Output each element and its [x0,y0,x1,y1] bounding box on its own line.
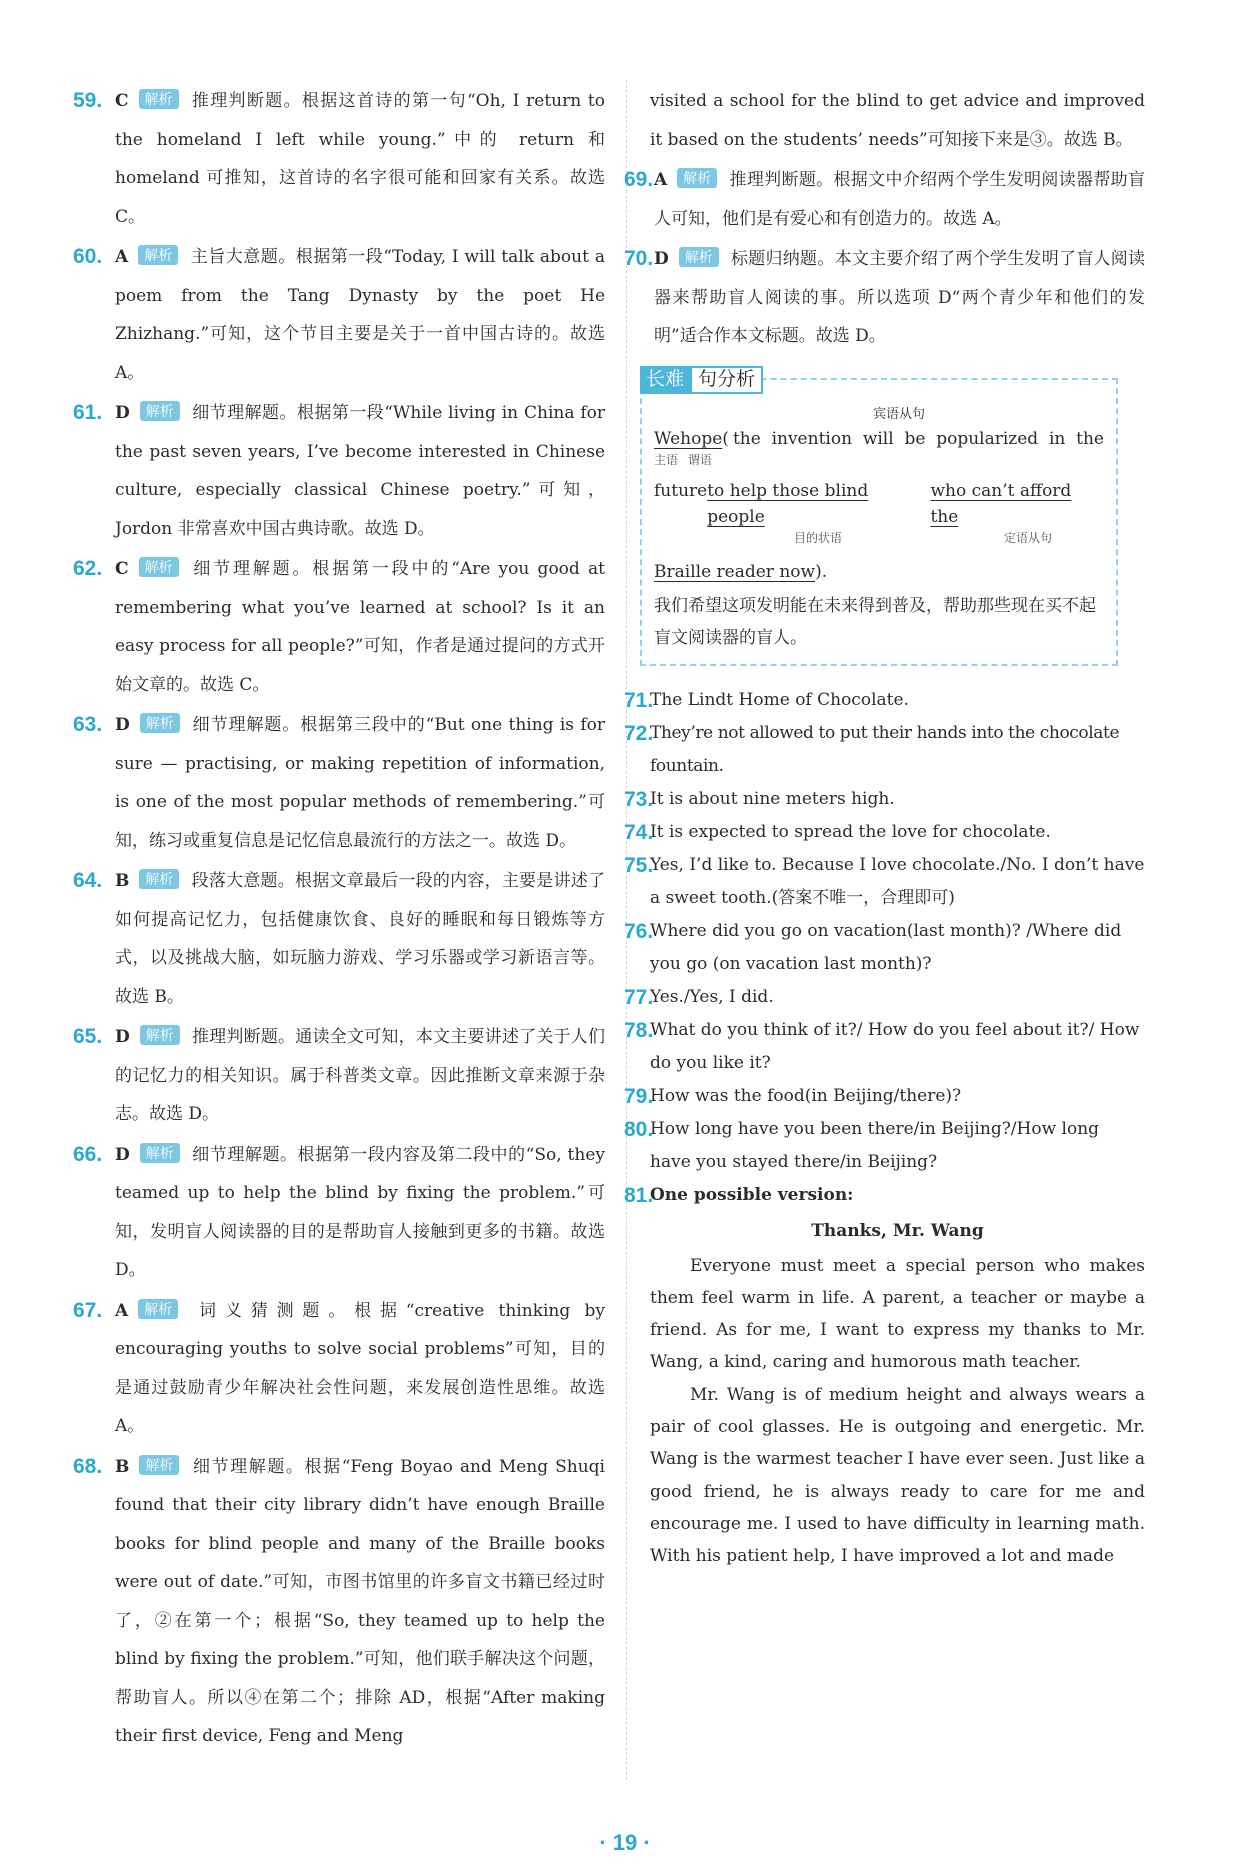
labels-line-1 [654,452,1104,468]
analysis-text: 细节理解题。根据“Feng Boyao and Meng Shuqi found that their city library didn’t have enough Braille books for blind people and many of the Braille books were out of date.”可知，市图书馆里的许多盲文书籍已经过时了，②在第一个；根据“So, they teamed up to help the blind by fixing the problem.”可知，他们联手解决这个问题，帮助盲人。所以④在第二个；排除 AD，根据“After making their first device, Feng and Meng [115,1456,605,1746]
labels-line-2 [654,530,1104,548]
answer-letter: D [115,1144,130,1165]
box-heading [640,366,763,394]
answer-letter: A [654,170,668,190]
label-purpose: 目的状语 [794,530,843,545]
sentence-paren-open: ( [722,428,729,449]
question-number: 60. [73,245,103,268]
label-subject: 主语 [654,452,679,467]
analysis-tag: 解析 [677,168,717,188]
answer-letter: D [115,1027,130,1047]
answer-item-66 [73,1136,605,1290]
question-number: 74. [624,820,654,844]
question-number: 70. [624,247,654,270]
answer-72 [624,717,1145,783]
analysis-text: 标题归纳题。本文主要介绍了两个学生发明了盲人阅读器来帮助盲人阅读的事。所以选项 D“两个青少年和他们的发明”适合作本文标题。故选 D。 [654,249,1145,346]
question-number: 62. [73,557,103,580]
analysis-tag: 解析 [140,1025,180,1045]
question-number: 65. [73,1025,103,1048]
answer-letter: C [115,91,129,111]
question-number: 80. [624,1117,654,1141]
answer-text: What do you think of it?/ How do you feel about it?/ How do you like it? [650,1019,1140,1073]
sentence-line-3 [654,558,1104,586]
analysis-text: 细节理解题。根据第一段中的“Are you good at remembering what you’ve learned at school? Is it an easy process for all people?”可知，作者是通过提问的方式开始文章的。故选 C。 [115,559,605,695]
question-number: 76. [624,919,654,943]
analysis-tag: 解析 [139,1455,179,1475]
answer-text: The Lindt Home of Chocolate. [650,689,909,710]
answer-74 [624,816,1145,849]
answer-letter: D [654,249,669,269]
answer-text: How long have you been there/in Beijing?/How long have you stayed there/in Beijing? [650,1118,1100,1172]
sentence-verb: hope [680,428,723,449]
analysis-tag: 解析 [139,869,179,889]
analysis-text: 段落大意题。根据文章最后一段的内容，主要是讲述了如何提高记忆力，包括健康饮食、良好的睡眠和每日锻炼等方式，以及挑战大脑，如玩脑力游戏、学习乐器或学习新语言等。故选 B。 [115,871,605,1007]
question-number: 72. [624,721,654,745]
sentence-tail: Braille reader now [654,561,816,582]
answer-text: Yes, I’d like to. Because I love chocolate./No. I don’t have a sweet tooth.(答案不唯一，合理即可) [650,854,1145,908]
question-number: 81. [624,1183,654,1207]
answer-text: Yes./Yes, I did. [650,986,774,1007]
answer-73 [624,783,1145,816]
right-column [624,82,1145,1572]
answer-78 [624,1014,1145,1080]
label-relative: 定语从句 [1004,530,1053,545]
short-answers [624,684,1145,1573]
question-number: 66. [73,1142,103,1166]
analysis-text: 细节理解题。根据第一段内容及第二段中的“So, they teamed up to help the blind by fixing the problem.”可知，发明盲人阅读器的目的是帮助盲人接触到更多的书籍。故选 D。 [115,1144,605,1280]
box-heading-part1: 长难 [640,366,690,394]
long-sentence-analysis-box [640,368,1118,666]
question-number: 63. [73,713,103,736]
question-number: 59. [73,89,103,112]
answer-letter: D [115,403,130,423]
answer-item-63 [73,706,605,860]
answer-letter: A [115,247,129,267]
question-number: 77. [624,985,654,1009]
answer-letter: A [115,1300,129,1321]
sentence-line-2 [654,478,1104,530]
answer-71 [624,684,1145,717]
question-number: 67. [73,1298,103,1322]
answer-item-61 [73,394,605,548]
question-number: 71. [624,688,654,712]
question-number: 61. [73,401,103,424]
answer-text: How was the food(in Beijing/there)? [650,1085,962,1106]
answer-item-59 [73,82,605,236]
answer-81 [624,1179,1145,1212]
essay [650,1212,1145,1573]
sentence-relative: who can’t afford the [930,480,1072,527]
answer-item-65 [73,1018,605,1134]
sentence-translation: 我们希望这项发明能在未来得到普及，帮助那些现在买不起盲文阅读器的盲人。 [654,595,1096,648]
analysis-text: 推理判断题。根据文中介绍两个学生发明阅读器帮助盲人可知，他们是有爱心和有创造力的。故选 A。 [654,170,1145,229]
sentence-subject: We [654,428,681,449]
essay-paragraph-1: Everyone must meet a special person who makes them feel warm in life. A parent, a teacher or maybe a friend. As for me, I want to express my thanks to Mr. Wang, a kind, caring and humorous math teacher. [650,1255,1145,1373]
essay-paragraph-2: Mr. Wang is of medium height and always wears a pair of cool glasses. He is outgoing and energetic. Mr. Wang is the warmest teacher I have ever seen. Just like a good friend, he is always ready to care for me and encourage me. I used to have difficulty in learning math. With his patient help, I have improved a lot and made [650,1384,1145,1567]
answer-item-69 [624,161,1145,238]
sentence-purpose: to help those blind people [707,480,869,527]
answer-item-67 [73,1292,605,1446]
answer-79 [624,1080,1145,1113]
analysis-tag: 解析 [679,247,719,267]
sentence-clause: the invention will be popularized in the [732,428,1104,449]
analysis-text: visited a school for the blind to get advice and improved it based on the students’ needs”可知接下来是③。故选 B。 [650,91,1145,150]
analysis-text: 推理判断题。根据这首诗的第一句“Oh, I return to the homeland I left while young.”中的 return 和 homeland 可推知，这首诗的名字很可能和回家有关系。故选 C。 [115,91,605,227]
question-number: 64. [73,869,103,892]
analysis-tag: 解析 [139,557,179,577]
label-object-clause: 宾语从句 [872,406,925,422]
answer-80 [624,1113,1145,1179]
analysis-tag: 解析 [138,1299,178,1319]
question-number: 73. [624,787,654,811]
sentence-tail-end: ). [815,561,828,582]
analysis-text: 主旨大意题。根据第一段“Today, I will talk about a poem from the Tang Dynasty by the poet He Zhizhang.”可知，这个节目主要是关于一首中国古诗的。故选 A。 [115,247,605,383]
answer-letter: C [115,559,129,579]
answer-item-62 [73,550,605,704]
answer-75 [624,849,1145,915]
analysis-text: 细节理解题。根据第三段中的“But one thing is for sure — practising, or making repetition of information, is one of the most popular methods of remembering.”可知，练习或重复信息是记忆信息最流行的方法之一。故选 D。 [115,715,605,851]
analysis-text: 词义猜测题。根据“creative thinking by encouraging youths to solve social problems”可知，目的是通过鼓励青少年解决社会性问题，来发展创造性思维。故选 A。 [115,1300,605,1436]
version-label: One possible version: [650,1184,854,1205]
box-heading-part2: 句分析 [690,366,763,394]
question-number: 69. [624,168,654,191]
analysis-tag: 解析 [140,713,180,733]
answer-text: They’re not allowed to put their hands into the chocolate fountain. [650,722,1120,776]
answer-77 [624,981,1145,1014]
question-number: 78. [624,1018,654,1042]
analysis-text: 细节理解题。根据第一段“While living in China for the past seven years, I’ve become interested in Chinese culture, especially classical Chinese poetry.”可知，Jordon 非常喜欢中国古典诗歌。故选 D。 [115,403,605,539]
question-number: 79. [624,1084,654,1108]
answer-text: It is about nine meters high. [650,788,895,809]
label-verb: 谓语 [687,452,712,467]
answer-item-70 [624,240,1145,356]
page-number: · 19 · [599,1830,651,1855]
answer-text: Where did you go on vacation(last month)? /Where did you go (on vacation last month)? [650,920,1122,974]
answer-item-60 [73,238,605,392]
sentence-future: future [654,480,708,501]
answer-68-continuation [650,82,1145,159]
left-column [73,82,605,1756]
answer-letter: B [115,871,130,891]
sentence-line-1 [654,426,1104,452]
answer-letter: B [115,1456,130,1477]
question-number: 75. [624,853,654,877]
answer-letter: D [115,715,130,735]
answer-text: It is expected to spread the love for chocolate. [650,821,1051,842]
answer-item-64 [73,862,605,1016]
analysis-tag: 解析 [138,245,178,265]
analysis-text: 推理判断题。通读全文可知，本文主要讲述了关于人们的记忆力的相关知识。属于科普类文章。因此推断文章来源于杂志。故选 D。 [115,1027,605,1124]
answer-76 [624,915,1145,981]
analysis-tag: 解析 [140,1143,180,1163]
question-number: 68. [73,1454,103,1478]
analysis-tag: 解析 [140,401,180,421]
answer-item-68 [73,1448,605,1756]
analysis-tag: 解析 [139,89,179,109]
essay-title: Thanks, Mr. Wang [811,1220,984,1241]
